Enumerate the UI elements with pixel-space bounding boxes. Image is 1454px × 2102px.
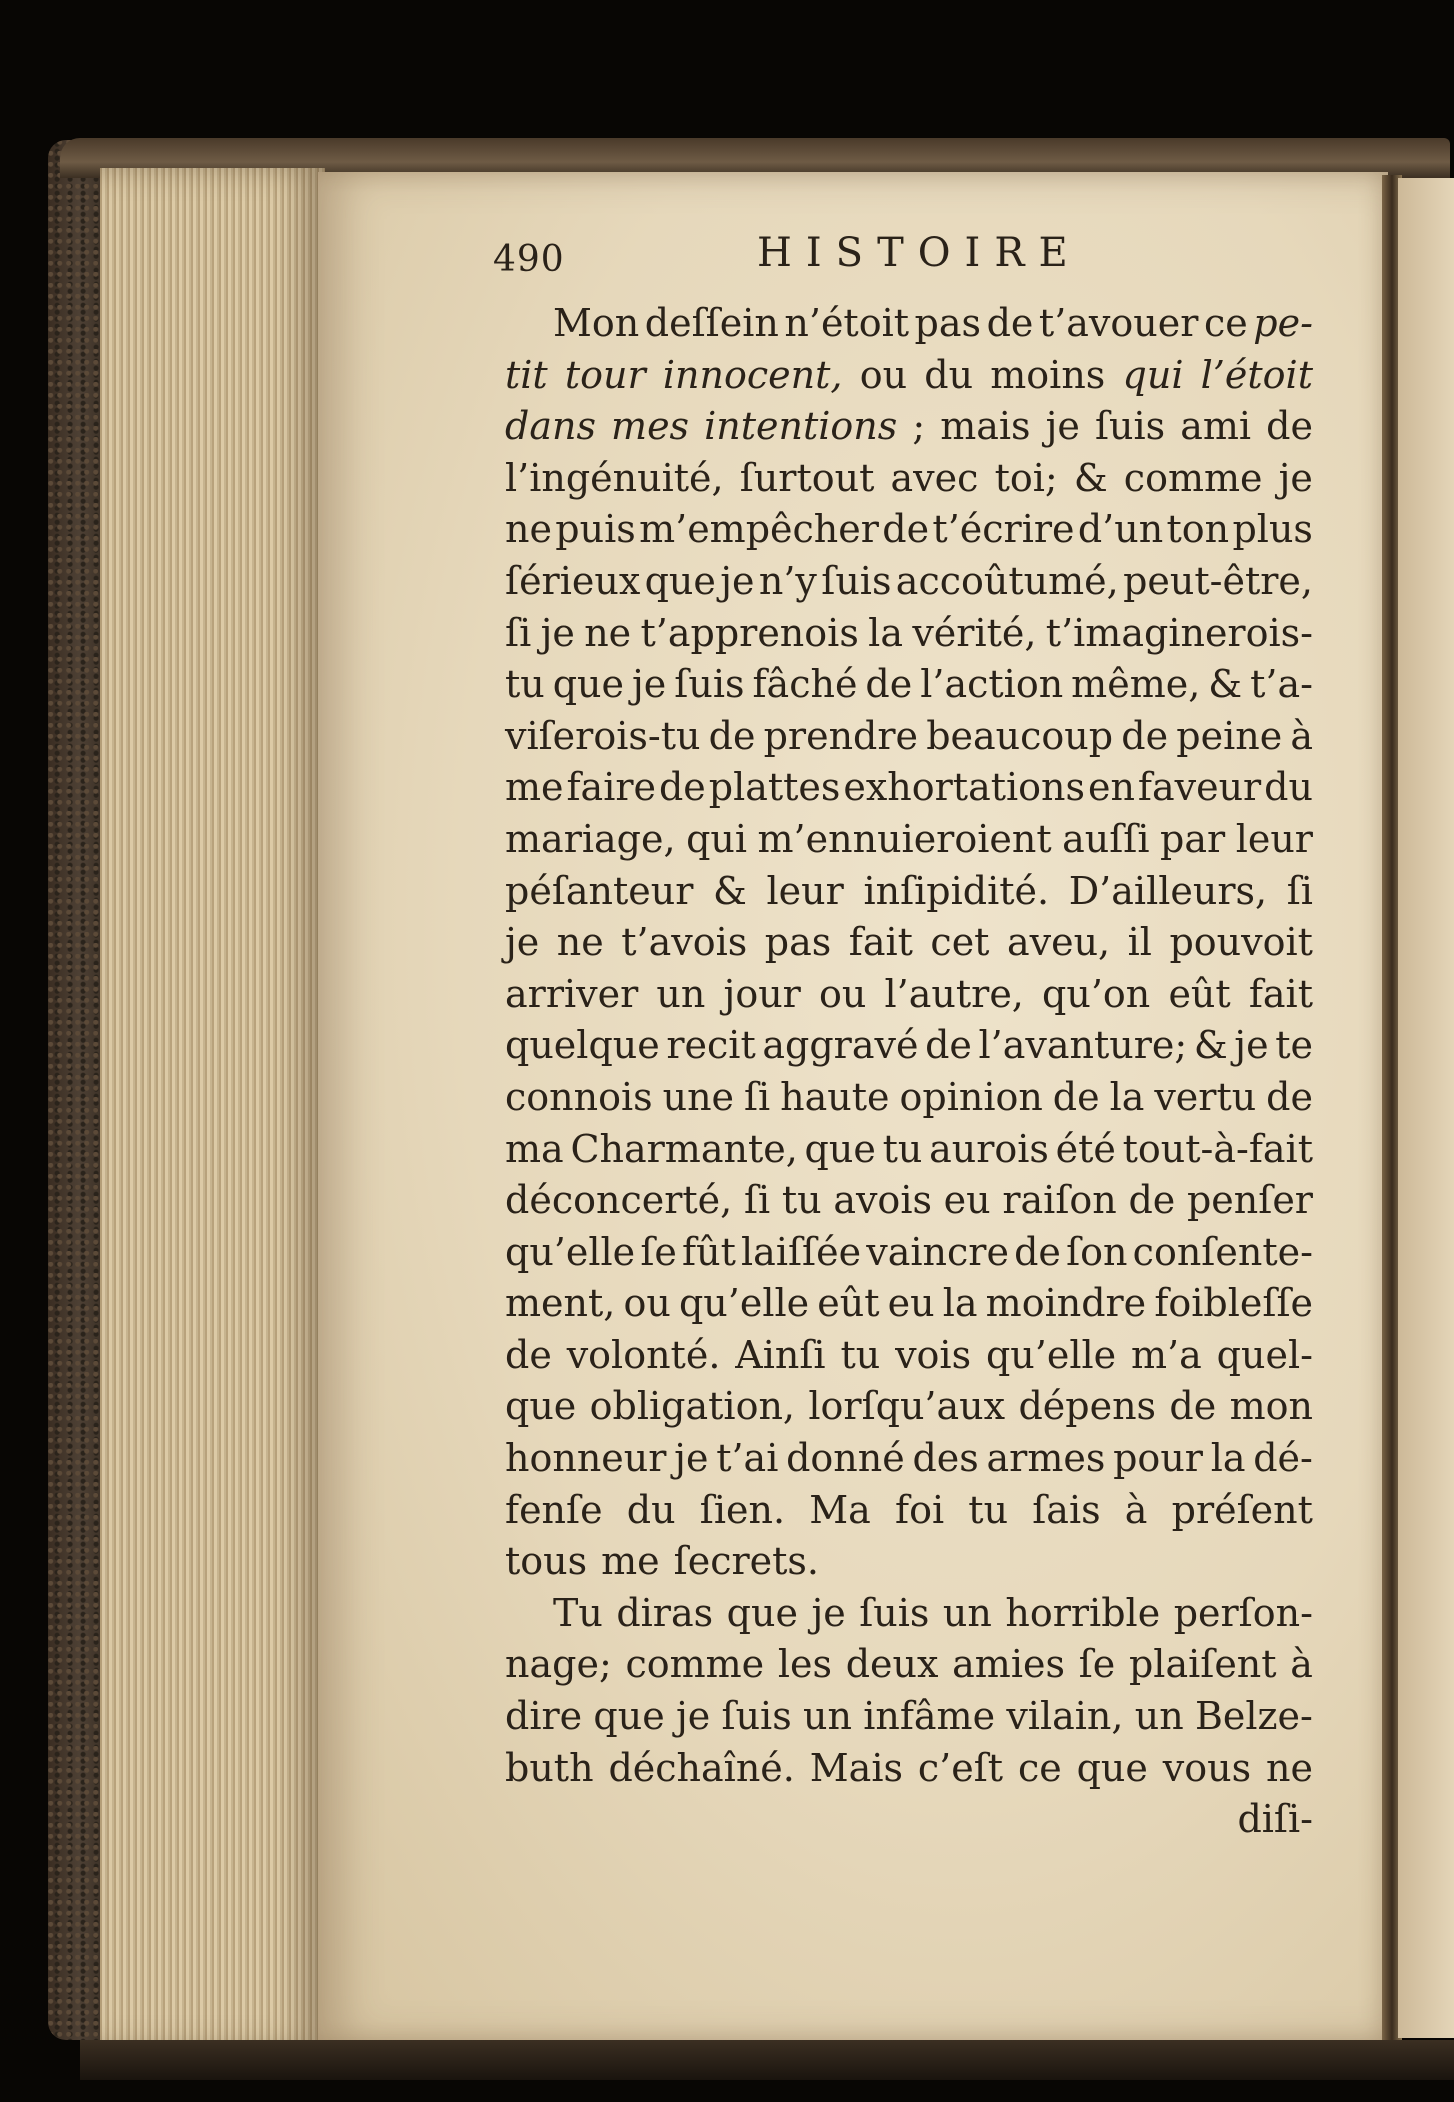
text-line: Tu diras que je ſuis un horrible perſon- <box>553 1590 1313 1635</box>
text-line: ment, ou qu’elle eût eu la moindre foibleſſe <box>505 1281 1313 1326</box>
text-line: tit tour innocent, ou du moins qui l’étoit <box>505 352 1313 397</box>
text-line: honneur je t’ai donné des armes pour la dé- <box>505 1436 1313 1481</box>
text-line: me faire de plattes exhortations en faveur du <box>505 765 1313 810</box>
page-number: 490 <box>493 239 565 280</box>
catchword: diſi- <box>1237 1797 1313 1842</box>
text-line: mariage, qui m’ennuieroient auſſi par leur <box>505 816 1313 861</box>
text-line: ſérieux que je n’y ſuis accoûtumé, peut-être, <box>505 558 1313 603</box>
text-line: je ne t’avois pas fait cet aveu, il pouvoit <box>505 920 1313 965</box>
text-line: l’ingénuité, ſurtout avec toi; & comme je <box>505 455 1313 500</box>
text-line: péſanteur & leur inſipidité. D’ailleurs, ſi <box>505 868 1313 913</box>
text-line: quelque recit aggravé de l’avanture; & je te <box>505 1023 1313 1068</box>
catchword-line <box>505 1794 1313 1846</box>
text-line: tous me ſecrets. <box>505 1539 819 1584</box>
text-line: dire que je ſuis un infâme vilain, un Belze- <box>505 1694 1313 1739</box>
text-line: tu que je ſuis fâché de l’action même, & t’a- <box>505 662 1313 707</box>
text-line: qu’elle ſe fût laiſſée vaincre de ſon conſente- <box>505 1229 1313 1274</box>
text-line: ne puis m’empêcher de t’écrire d’un ton plus <box>505 507 1313 552</box>
page-text <box>493 228 1313 1846</box>
bottom-edge <box>80 2040 1454 2080</box>
text-line: nage; comme les deux amies ſe plaiſent à <box>505 1642 1313 1687</box>
text-line: arriver un jour ou l’autre, qu’on eût fait <box>505 971 1313 1016</box>
text-line: viſerois-tu de prendre beaucoup de peine à <box>505 713 1313 758</box>
text-line: ma Charmante, que tu aurois été tout-à-fait <box>505 1126 1313 1171</box>
text-line: connois une ſi haute opinion de la vertu de <box>505 1074 1313 1119</box>
text-line: dans mes intentions ; mais je ſuis ami de <box>505 404 1313 449</box>
text-line: que obligation, lorſqu’aux dépens de mon <box>505 1384 1313 1429</box>
body-text <box>505 298 1313 1794</box>
text-line: ſi je ne t’apprenois la vérité, t’imaginerois- <box>505 610 1313 655</box>
text-line: déconcerté, ſi tu avois eu raiſon de penſer <box>505 1178 1313 1223</box>
running-head <box>493 228 1313 298</box>
text-line: fenſe du ſien. Ma foi tu ſais à préſent <box>505 1487 1313 1532</box>
running-title: HISTOIRE <box>757 230 1082 276</box>
text-line: de volonté. Ainſi tu vois qu’elle m’a quel- <box>505 1332 1313 1377</box>
page-edges <box>100 168 325 2048</box>
text-line: Mon deſſein n’étoit pas de t’avouer ce pe- <box>553 301 1313 345</box>
facing-page-edge <box>1398 178 1454 2038</box>
text-line: buth déchaîné. Mais c’eſt ce que vous ne <box>505 1745 1313 1790</box>
